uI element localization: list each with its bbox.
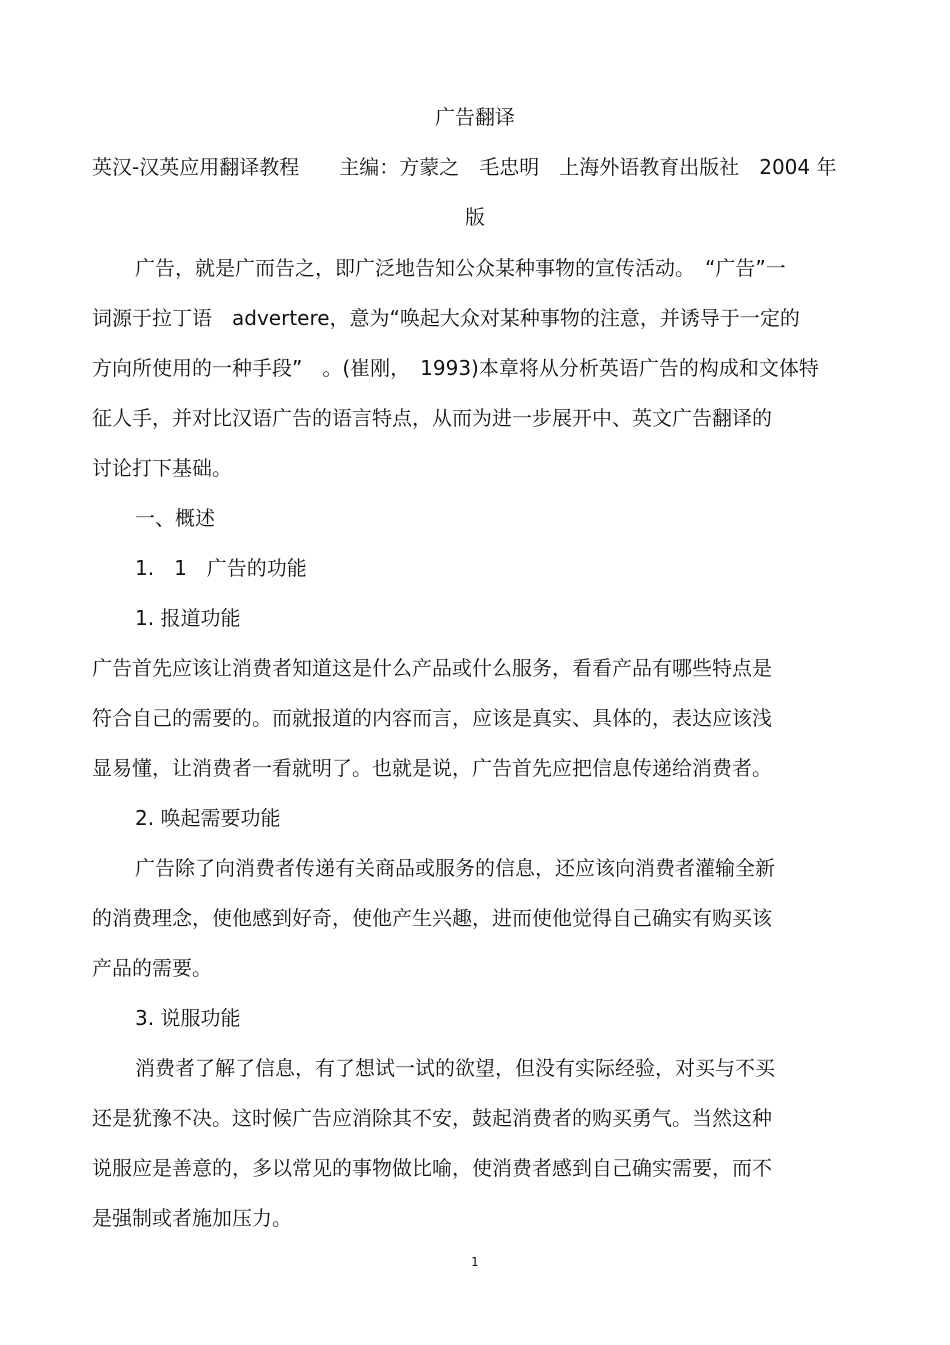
intro-line-1: 广告，就是广而告之，即广泛地告知公众某种事物的宣传活动。 “广告”一 <box>135 256 786 280</box>
item2-heading: 2. 唤起需要功能 <box>135 806 281 830</box>
item2-line-3: 产品的需要。 <box>92 956 212 980</box>
source-line-2: 版 <box>465 205 485 229</box>
subsection-heading: 1. 1 广告的功能 <box>135 556 307 580</box>
intro-line-2: 词源于拉丁语 advertere，意为“唤起大众对某种事物的注意，并诱导于一定的 <box>92 306 800 330</box>
item3-line-1: 消费者了解了信息，有了想试一试的欲望，但没有实际经验，对买与不买 <box>135 1056 775 1080</box>
page-number: 1 <box>471 1255 479 1269</box>
document-title: 广告翻译 <box>435 105 515 129</box>
item1-heading: 1. 报道功能 <box>135 606 241 630</box>
intro-line-3: 方向所使用的一种手段” 。(崔刚， 1993)本章将从分析英语广告的构成和文体特 <box>92 356 819 380</box>
item1-line-1: 广告首先应该让消费者知道这是什么产品或什么服务，看看产品有哪些特点是 <box>92 656 772 680</box>
item1-line-3: 显易懂，让消费者一看就明了。也就是说，广告首先应把信息传递给消费者。 <box>92 756 772 780</box>
item3-heading: 3. 说服功能 <box>135 1006 241 1030</box>
source-line-1: 英汉-汉英应用翻译教程 主编：方蒙之 毛忠明 上海外语教育出版社 2004 年 <box>92 155 837 179</box>
item2-line-2: 的消费理念，使他感到好奇，使他产生兴趣，进而使他觉得自己确实有购买该 <box>92 906 772 930</box>
intro-line-5: 讨论打下基础。 <box>92 456 232 480</box>
item3-line-2: 还是犹豫不决。这时候广告应消除其不安，鼓起消费者的购买勇气。当然这种 <box>92 1106 772 1130</box>
item1-line-2: 符合自己的需要的。而就报道的内容而言，应该是真实、具体的，表达应该浅 <box>92 706 772 730</box>
item3-line-3: 说服应是善意的，多以常见的事物做比喻，使消费者感到自己确实需要，而不 <box>92 1156 772 1180</box>
item3-line-4: 是强制或者施加压力。 <box>92 1206 292 1230</box>
section-heading: 一、概述 <box>135 506 215 530</box>
intro-line-4: 征人手，并对比汉语广告的语言特点，从而为进一步展开中、英文广告翻译的 <box>92 406 772 430</box>
item2-line-1: 广告除了向消费者传递有关商品或服务的信息，还应该向消费者灌输全新 <box>135 856 775 880</box>
